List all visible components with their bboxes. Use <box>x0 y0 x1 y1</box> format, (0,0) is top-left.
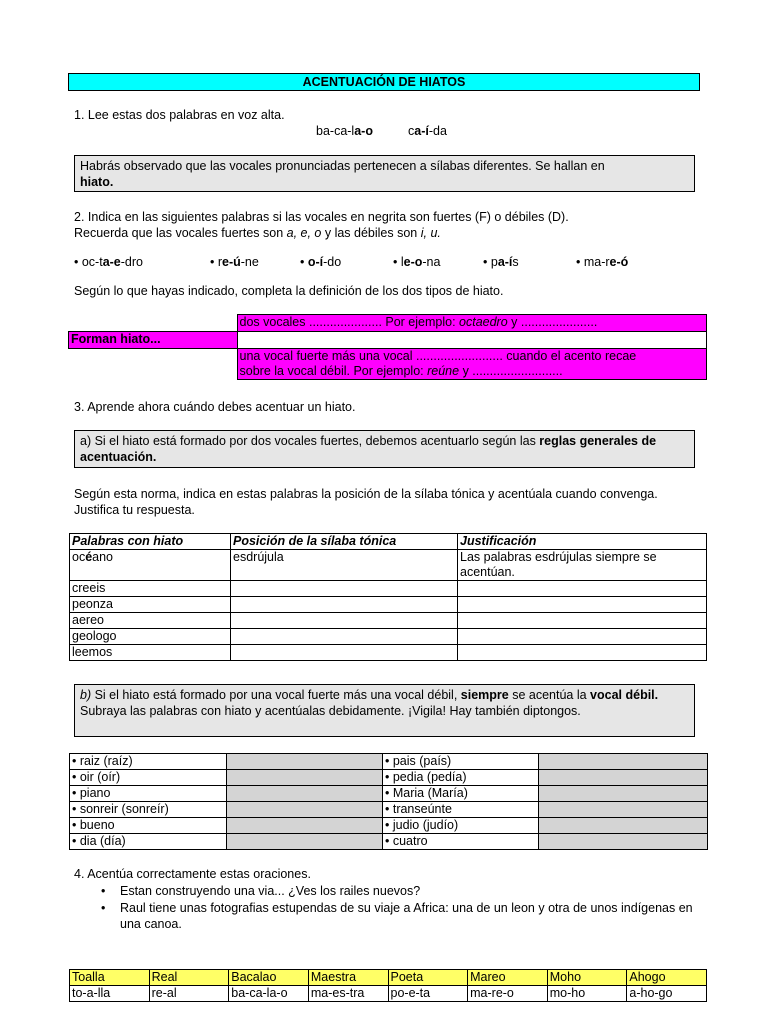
col-header-words: Palabras con hiato <box>70 534 231 550</box>
syllable-word: Real <box>149 970 229 986</box>
table-word: geologo <box>70 629 231 645</box>
word-cell: • dia (día) <box>70 834 227 850</box>
syllable-split: mo-ho <box>547 986 627 1002</box>
answer-cell[interactable] <box>227 754 383 770</box>
q3-rule-a-box: a) Si el hiato está formado por dos vocales fuertes, debemos acentuarlo según las reglas generales de acentuación. <box>74 430 695 468</box>
table-word: peonza <box>70 597 231 613</box>
answer-cell[interactable] <box>231 581 458 597</box>
forman-hiato-label: Forman hiato... <box>69 332 238 349</box>
q2-word: • re-ú-ne <box>210 255 259 269</box>
q2-line2: Recuerda que las vocales fuertes son a, e, o y las débiles son i, u. <box>74 226 441 240</box>
word-cell: • bueno <box>70 818 227 834</box>
q4-sentence: • Estan construyendo una via... ¿Ves los railes nuevos? <box>74 883 704 899</box>
word-cell: • piano <box>70 786 227 802</box>
answer-cell[interactable] <box>458 581 707 597</box>
q1-word-caida: ca-í-da <box>408 124 447 138</box>
syllable-table <box>69 969 707 1002</box>
answer-cell[interactable] <box>231 629 458 645</box>
syllable-word: Moho <box>547 970 627 986</box>
word-cell: • sonreir (sonreír) <box>70 802 227 818</box>
answer-cell[interactable] <box>227 802 383 818</box>
q2-word: • le-o-na <box>393 255 441 269</box>
syllable-split: ba-ca-la-o <box>229 986 309 1002</box>
word-cell: • judio (judío) <box>383 818 539 834</box>
answer-cell[interactable] <box>458 629 707 645</box>
syllable-word: Maestra <box>308 970 388 986</box>
syllable-split: po-e-ta <box>388 986 468 1002</box>
q2-line1: 2. Indica en las siguientes palabras si las vocales en negrita son fuertes (F) o débiles (D). <box>74 210 569 224</box>
q4-sentence-list <box>74 883 704 932</box>
answer-cell[interactable] <box>458 597 707 613</box>
answer-cell[interactable] <box>227 834 383 850</box>
q3-prompt: 3. Aprende ahora cuándo debes acentuar un hiato. <box>74 400 356 414</box>
answer-cell[interactable] <box>227 770 383 786</box>
q2-word: • pa-ís <box>483 255 519 269</box>
word-cell: • pedia (pedía) <box>383 770 539 786</box>
table-word: leemos <box>70 645 231 661</box>
hiato-words-table <box>69 753 708 850</box>
q1-info-box: Habrás observado que las vocales pronunciadas pertenecen a sílabas diferentes. Se hallan en hiato. <box>74 155 695 192</box>
syllable-word: Bacalao <box>229 970 309 986</box>
word-cell: • transeúnte <box>383 802 539 818</box>
answer-cell[interactable] <box>227 786 383 802</box>
table-position: esdrújula <box>231 550 458 581</box>
answer-cell[interactable] <box>539 818 708 834</box>
col-header-position: Posición de la sílaba tónica <box>231 534 458 550</box>
table-word: aereo <box>70 613 231 629</box>
page-title: ACENTUACIÓN DE HIATOS <box>68 73 700 91</box>
q2-word: • o-í-do <box>300 255 342 269</box>
q2-instruction: Según lo que hayas indicado, completa la definición de los dos tipos de hiato. <box>74 284 504 298</box>
q2-word: • ma-re-ó <box>576 255 629 269</box>
col-header-justification: Justificación <box>458 534 707 550</box>
syllable-split: a-ho-go <box>627 986 707 1002</box>
answer-cell[interactable] <box>231 645 458 661</box>
answer-cell[interactable] <box>539 754 708 770</box>
q2-word: • oc-ta-e-dro <box>74 255 143 269</box>
word-cell: • Maria (María) <box>383 786 539 802</box>
syllable-split: to-a-lla <box>70 986 150 1002</box>
answer-cell[interactable] <box>231 597 458 613</box>
table-word: creeis <box>70 581 231 597</box>
word-cell: • oir (oír) <box>70 770 227 786</box>
syllable-split: ma-es-tra <box>308 986 388 1002</box>
answer-cell[interactable] <box>539 770 708 786</box>
table-justification: Las palabras esdrújulas siempre se acentúan. <box>458 550 707 581</box>
definition-cell-1[interactable]: dos vocales ..................... Por ejemplo: octaedro y ...................... <box>237 315 707 332</box>
answer-cell[interactable] <box>458 645 707 661</box>
syllable-word: Poeta <box>388 970 468 986</box>
q3-instruction: Según esta norma, indica en estas palabras la posición de la sílaba tónica y acentúala cuando convenga. Justifica tu respuesta. <box>74 487 658 517</box>
answer-cell[interactable] <box>539 834 708 850</box>
syllable-split: ma-re-o <box>468 986 548 1002</box>
q4-sentence: • Raul tiene unas fotografias estupendas de su viaje a Africa: una de un leon y otra de unos indígenas en una canoa. <box>74 900 704 932</box>
answer-cell[interactable] <box>539 802 708 818</box>
syllable-word: Ahogo <box>627 970 707 986</box>
hiato-definition-table <box>68 314 707 380</box>
table-word: océano <box>70 550 231 581</box>
word-cell: • pais (país) <box>383 754 539 770</box>
q1-prompt: 1. Lee estas dos palabras en voz alta. <box>74 108 285 122</box>
syllable-split: re-al <box>149 986 229 1002</box>
answer-cell[interactable] <box>227 818 383 834</box>
syllable-word: Toalla <box>70 970 150 986</box>
word-cell: • raiz (raíz) <box>70 754 227 770</box>
answer-cell[interactable] <box>231 613 458 629</box>
stress-table <box>69 533 707 661</box>
definition-cell-2[interactable]: una vocal fuerte más una vocal ......................... cuando el acento recae sobre la vocal débil. Por ejemplo: reúne y .......................... <box>237 349 707 380</box>
q1-word-bacalao: ba-ca-la-o <box>316 124 373 138</box>
q4-prompt: 4. Acentúa correctamente estas oraciones. <box>74 867 311 881</box>
answer-cell[interactable] <box>539 786 708 802</box>
word-cell: • cuatro <box>383 834 539 850</box>
answer-cell[interactable] <box>458 613 707 629</box>
q3-rule-b-box: b) Si el hiato está formado por una vocal fuerte más una vocal débil, siempre se acentúa la vocal débil. Subraya las palabras con hiato y acentúalas debidamente. ¡Vigila! Hay también diptongos. <box>74 684 695 737</box>
syllable-word: Mareo <box>468 970 548 986</box>
